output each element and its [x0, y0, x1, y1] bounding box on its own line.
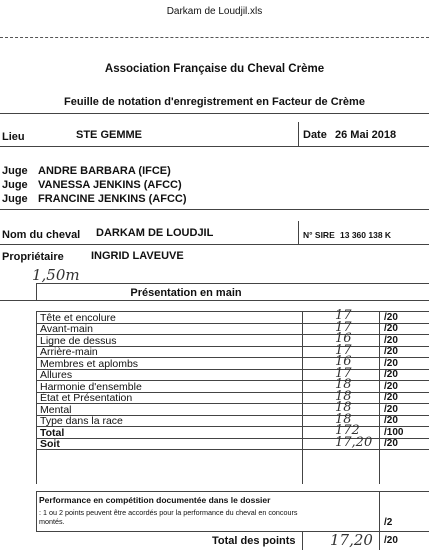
score-row-max: /20: [384, 334, 398, 346]
score-row-label: Allures: [40, 369, 73, 381]
judge-label: Juge: [2, 179, 28, 191]
score-row-label: État et Présentation: [40, 392, 133, 404]
row-rule: [36, 403, 429, 404]
date-value: 26 Mai 2018: [335, 129, 397, 141]
score-row-max: /20: [384, 403, 398, 415]
name-rule: [0, 244, 429, 245]
date-label: Date: [303, 129, 327, 141]
score-row-label: Arrière-main: [40, 346, 98, 358]
lieu-rule: [0, 146, 429, 147]
performance-max: /2: [384, 517, 393, 528]
score-row-score: 17: [335, 308, 352, 323]
score-row-max: /20: [384, 392, 398, 403]
score-row-label: Harmonie d'ensemble: [40, 380, 142, 393]
score-row-score: 18: [335, 400, 352, 415]
score-row-score: 17: [335, 342, 352, 358]
name-sire-divider: [298, 221, 299, 244]
section-bottom-rule: [0, 300, 429, 301]
score-row-max: /20: [384, 346, 398, 357]
score-row-label: Ligne de dessus: [40, 334, 117, 347]
lieu-value: STE GEMME: [76, 129, 143, 141]
sire-value: 13 360 138 K: [340, 230, 392, 240]
section-title: Présentation en main: [130, 287, 242, 299]
horse-name-value: DARKAM DE LOUDJIL: [96, 227, 214, 239]
final-max-divider: [379, 531, 380, 550]
section-top-rule: [36, 283, 429, 284]
table-left-border: [36, 311, 37, 484]
judge-name: VANESSA JENKINS (AFCC): [38, 179, 182, 191]
score-row-label: Type dans la race: [40, 415, 123, 427]
score-row-max: /20: [384, 311, 398, 323]
file-name: Darkam de Loudjil.xls: [166, 6, 263, 17]
table-max-divider: [379, 311, 380, 484]
performance-note: : 1 ou 2 points peuvent être accordés pour la performance du cheval en concours montés.: [39, 508, 298, 526]
total-row-score: 172: [335, 423, 360, 438]
row-rule: [36, 323, 429, 324]
score-row-label: Avant-main: [40, 323, 93, 335]
soit-row-score: 17,20: [335, 434, 373, 450]
owner-label: Propriétaire: [2, 251, 64, 263]
score-row-score: 17: [335, 365, 352, 381]
perf-left-border: [36, 491, 37, 531]
row-rule: [36, 449, 429, 450]
title-rule: [0, 113, 429, 114]
score-row-max: /20: [384, 415, 398, 426]
score-row-max: /20: [384, 369, 398, 380]
soit-row-max: /20: [384, 438, 398, 449]
sire-label: N° SIRE: [303, 230, 335, 240]
score-row-score: 18: [335, 388, 352, 404]
total-row-max: /100: [384, 426, 404, 438]
score-row-score: 17: [335, 319, 352, 335]
row-rule: [36, 426, 429, 427]
judges-rule: [0, 209, 429, 210]
judge-name: FRANCINE JENKINS (AFCC): [38, 193, 187, 205]
owner-value: INGRID LAVEUVE: [91, 250, 184, 262]
lieu-label: Lieu: [2, 131, 25, 143]
row-rule: [36, 369, 429, 370]
table-score-divider: [302, 311, 303, 484]
final-score-divider: [302, 531, 303, 550]
judge-name: ANDRE BARBARA (IFCE): [38, 165, 171, 177]
total-row-label: Total: [40, 426, 65, 439]
score-row-label: Tête et encolure: [40, 311, 116, 324]
perf-max-divider: [379, 491, 380, 531]
score-row-label: Membres et aplombs: [40, 357, 139, 370]
score-row-max: /20: [384, 380, 398, 392]
score-row-score: 18: [335, 411, 352, 427]
top-rule: [0, 37, 429, 38]
soit-row-label: Soit: [40, 438, 60, 450]
score-row-max: /20: [384, 357, 398, 369]
score-row-score: 16: [335, 354, 352, 369]
score-row-label: Mental: [40, 403, 72, 416]
final-total-label: Total des points: [212, 535, 296, 547]
horse-name-label: Nom du cheval: [2, 229, 81, 241]
final-total-max: /20: [384, 535, 398, 546]
perf-top-rule: [36, 491, 429, 492]
score-row-max: /20: [384, 323, 398, 334]
final-total-score: 17,20: [330, 531, 373, 549]
judge-label: Juge: [2, 165, 28, 177]
performance-title: Performance en compétition documentée dans le dossier: [39, 495, 271, 505]
score-row-score: 16: [335, 331, 352, 346]
score-row-score: 18: [335, 377, 352, 392]
judge-label: Juge: [2, 193, 28, 205]
sheet-title: Feuille de notation d'enregistrement en Facteur de Crème: [64, 96, 365, 108]
height-handwritten: 1,50m: [32, 266, 80, 284]
association-title: Association Française du Cheval Crème: [104, 63, 325, 75]
lieu-date-divider: [298, 122, 299, 146]
